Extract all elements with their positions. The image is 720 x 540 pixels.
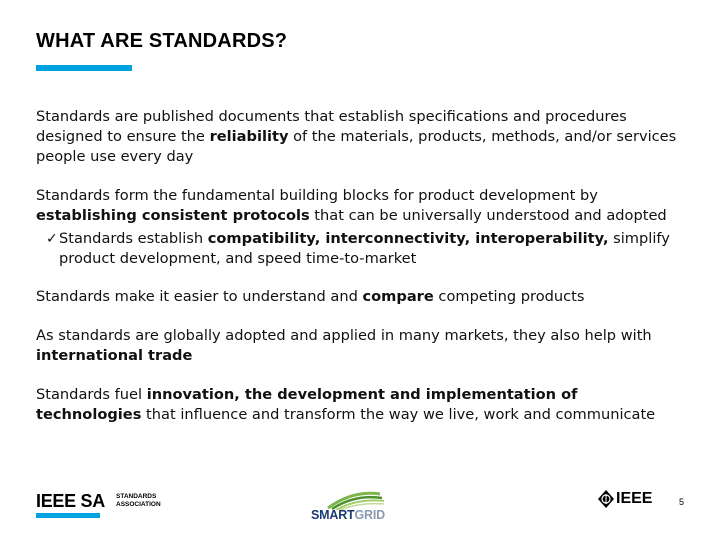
paragraph-building-blocks: Standards form the fundamental building blocks for product development by establishing consistent protocols that can be universally understood and adopted [36,187,667,224]
ieee-logo-text: IEEE [616,490,653,507]
ieee-sa-underline [36,513,100,518]
paragraph-compare: Standards make it easier to understand and compare competing products [36,288,585,305]
smartgrid-logo-text: SMARTGRID [311,508,385,522]
ieee-sa-logo-text: IEEE SA [36,491,105,511]
paragraph-definition: Standards are published documents that establish specifications and procedures designed to ensure the reliability of the materials, products, methods, and/or services people use every day [36,108,677,165]
checklist-item-compatibility: ✓ Standards establish compatibility, interconnectivity, interoperability, simplify product development, and speed time-to-market [46,230,670,267]
smartgrid-swoosh-icon [298,488,398,510]
checkmark-icon: ✓ [46,231,58,247]
ieee-sa-logo-subtitle: STANDARDS ASSOCIATION [116,493,161,508]
paragraph-trade: As standards are globally adopted and applied in many markets, they also help with international trade [36,327,652,364]
slide-body [36,107,686,444]
ieee-diamond-icon [598,490,614,508]
slide-title: WHAT ARE STANDARDS? [36,30,288,52]
title-accent-bar [36,65,132,71]
page-number: 5 [679,497,685,507]
paragraph-innovation: Standards fuel innovation, the development and implementation of technologies that influence and transform the way we live, work and communicate [36,386,656,423]
smartgrid-logo [298,488,398,524]
ieee-logo [598,490,660,510]
